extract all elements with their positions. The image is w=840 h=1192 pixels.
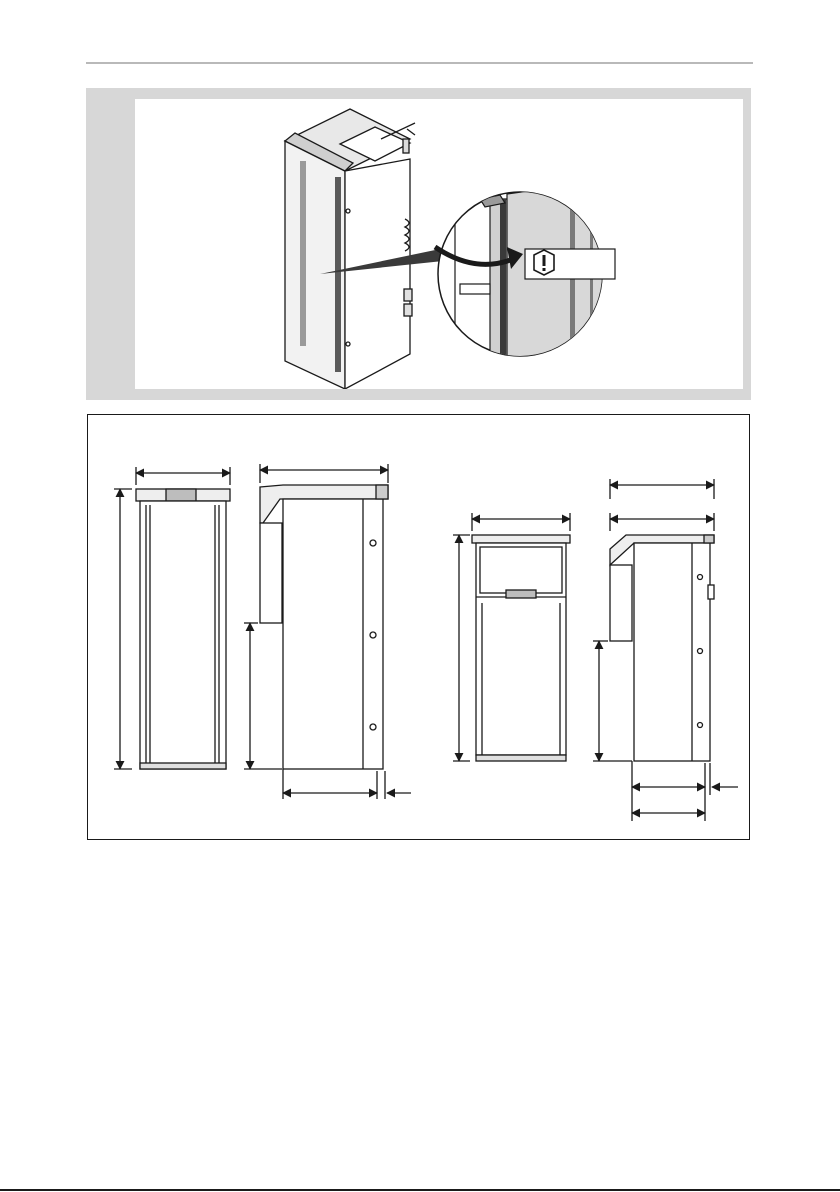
header-rule bbox=[86, 62, 753, 64]
installation-figure-panel bbox=[86, 88, 751, 400]
dimension-drawings bbox=[88, 415, 751, 841]
side-view-double-door bbox=[593, 479, 738, 821]
installation-illustration bbox=[135, 99, 743, 389]
installation-figure-canvas bbox=[135, 99, 743, 389]
footer-rule bbox=[0, 1189, 840, 1191]
dimension-figure-panel bbox=[87, 414, 750, 840]
side-view-single-door bbox=[244, 464, 411, 799]
front-view-single-door bbox=[114, 467, 230, 769]
fridge-3d-body bbox=[285, 109, 415, 389]
warning-exclamation-icon bbox=[525, 249, 615, 279]
front-view-double-door bbox=[453, 513, 570, 761]
